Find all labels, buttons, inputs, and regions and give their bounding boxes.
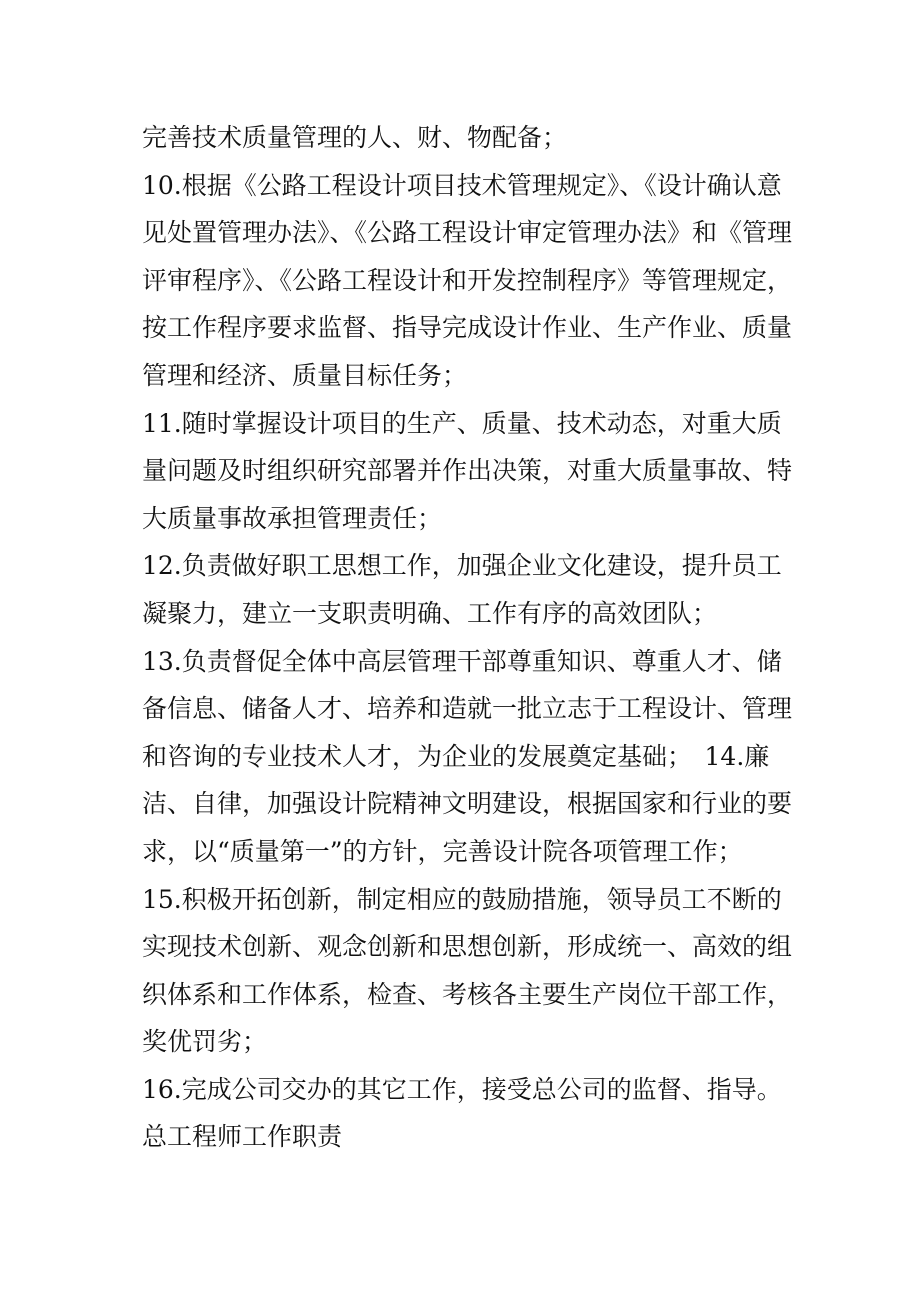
text-line: 管理和经济、质量目标任务；	[142, 360, 468, 390]
text-line: 按工作程序要求监督、指导完成设计作业、生产作业、质量	[142, 313, 793, 343]
text-line: 11.随时掌握设计项目的生产、质量、技术动态，对重大质	[142, 408, 782, 438]
text-line: 10.根据《公路工程设计项目技术管理规定》、《设计确认意	[142, 170, 782, 200]
text-line: 12.负责做好职工思想工作，加强企业文化建设，提升员工	[142, 551, 782, 581]
text-line: 洁、自律，加强设计院精神文明建设，根据国家和行业的要	[142, 789, 793, 819]
text-line: 奖优罚劣；	[142, 1027, 268, 1057]
text-line: 织体系和工作体系，检查、考核各主要生产岗位干部工作，	[142, 979, 793, 1009]
text-line: 见处置管理办法》、《公路工程设计审定管理办法》和《管理	[142, 218, 793, 248]
text-line: 和咨询的专业技术人才，为企业的发展奠定基础； 14.廉	[142, 741, 770, 771]
text-line: 大质量事故承担管理责任；	[142, 503, 443, 533]
text-line: 求，以“质量第一”的方针，完善设计院各项管理工作；	[142, 836, 743, 866]
document-body	[142, 114, 792, 1161]
text-line: 凝聚力，建立一支职责明确、工作有序的高效团队；	[142, 598, 718, 628]
text-line: 13.负责督促全体中高层管理干部尊重知识、尊重人才、储	[142, 646, 782, 676]
text-line: 完善技术质量管理的人、财、物配备；	[142, 123, 568, 152]
section-heading: 总工程师工作职责	[142, 1122, 343, 1152]
text-line: 量问题及时组织研究部署并作出决策，对重大质量事故、特	[142, 456, 793, 486]
text-line: 备信息、储备人才、培养和造就一批立志于工程设计、管理	[142, 694, 793, 724]
text-line: 评审程序》、《公路工程设计和开发控制程序》等管理规定，	[142, 265, 793, 295]
text-line: 16.完成公司交办的其它工作，接受总公司的监督、指导。	[142, 1074, 782, 1104]
text-line: 15.积极开拓创新，制定相应的鼓励措施，领导员工不断的	[142, 884, 782, 914]
text-line: 实现技术创新、观念创新和思想创新，形成统一、高效的组	[142, 932, 793, 962]
